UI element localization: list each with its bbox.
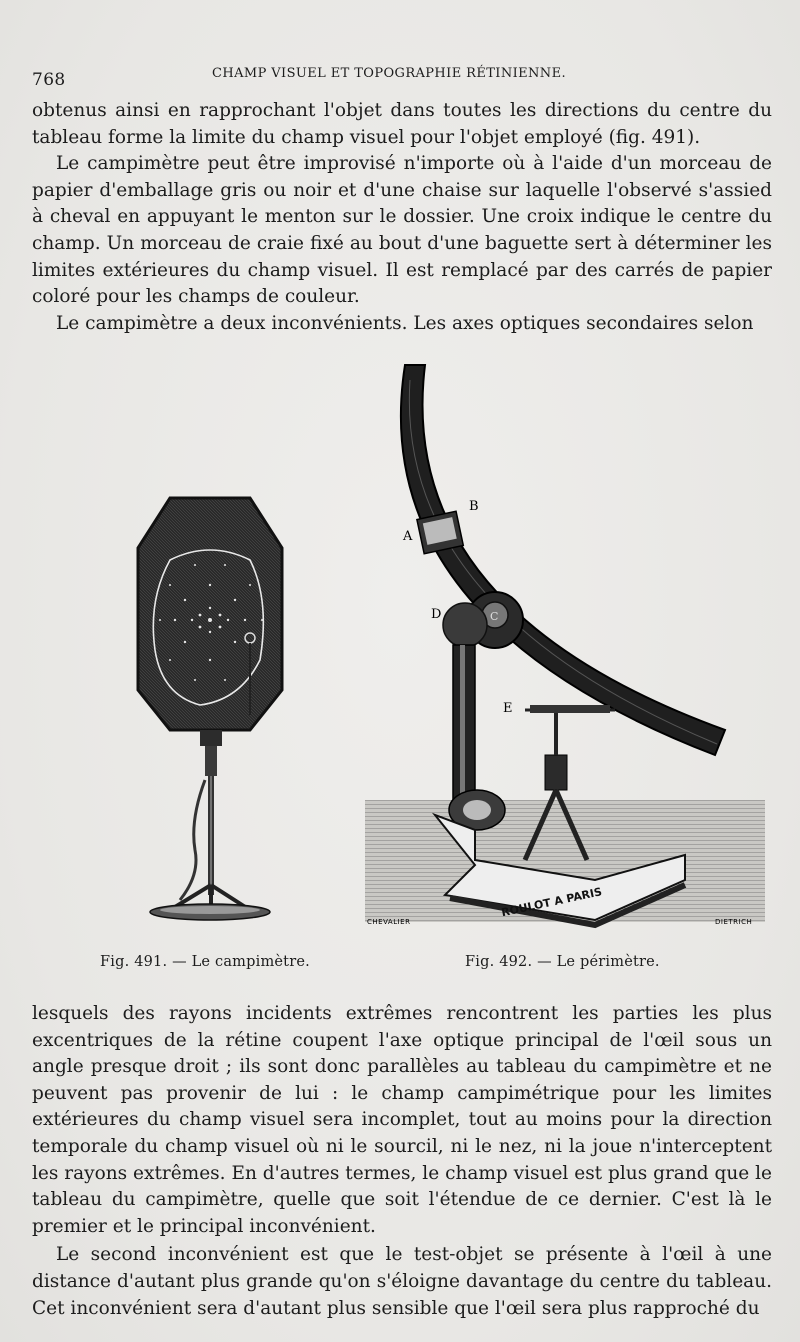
label-a: A	[403, 529, 413, 544]
running-title: CHAMP VISUEL ET TOPOGRAPHIE RÉTINIENNE.	[212, 66, 566, 81]
paragraph: lesquels des rayons incidents extrêmes rencontrent les parties les plus excentriques de la rétine coupent l'axe optique principal de l'œil sous un angle presque droit ; ils sont donc parallèles au tableau du campimètre et ne peuvent pas provenir de lui : le champ campimétrique pour les limites extérieures du champ visuel sera incomplet, tout au moins pour la direction temporale du champ visuel où ni le sourcil, ni le nez, ni la joue n'interceptent les rayons extrêmes. En d'autres termes, le champ visuel est plus grand que le tableau du campimètre, quelle que soit l'étendue de ce dernier. C'est là le premier et le principal inconvénient.	[32, 1003, 772, 1237]
label-e: E	[503, 701, 513, 716]
text-block-bottom	[32, 1001, 772, 1322]
perimetre-illustration	[365, 360, 765, 930]
label-d: D	[431, 607, 442, 622]
caption-fig-491: Fig. 491. — Le campimètre.	[100, 954, 310, 970]
paragraph: Le campimètre peut être improvisé n'importe où à l'aide d'un morceau de papier d'emballage gris ou noir et d'une chaise sur laquelle l'observé s'assied à cheval en appuyant le menton sur le dossier. Une croix indique le centre du champ. Un morceau de craie fixé au bout d'une baguette sert à déterminer les limites extérieures du champ visuel. Il est remplacé par des carrés de papier coloré pour les champs de couleur.	[32, 153, 772, 308]
paragraph: obtenus ainsi en rapprochant l'objet dans toutes les directions du centre du tableau forme la limite du champ visuel pour l'objet employé (fig. 491).	[32, 100, 772, 148]
engraver-left: CHEVALIER	[367, 918, 411, 926]
label-b: B	[469, 499, 479, 514]
paragraph: Le second inconvénient est que le test-objet se présente à l'œil à une distance d'autant plus grande qu'on s'éloigne davantage du centre du tableau. Cet inconvénient sera d'autant plus sensible que l'œil sera plus rapproché du	[32, 1244, 772, 1319]
figure-campimetre	[100, 490, 300, 930]
text-block-top	[32, 98, 772, 337]
campimetre-illustration	[100, 490, 300, 930]
engraver-right: DIETRICH	[715, 918, 753, 926]
page-number: 768	[32, 70, 66, 90]
page-header	[32, 66, 772, 90]
base-inscription: ROULOT A PARIS	[500, 885, 604, 920]
caption-fig-492: Fig. 492. — Le périmètre.	[465, 954, 660, 970]
paragraph: Le campimètre a deux inconvénients. Les axes optiques secondaires selon	[56, 312, 754, 334]
figure-perimetre	[365, 360, 765, 930]
label-c: C	[490, 610, 499, 623]
